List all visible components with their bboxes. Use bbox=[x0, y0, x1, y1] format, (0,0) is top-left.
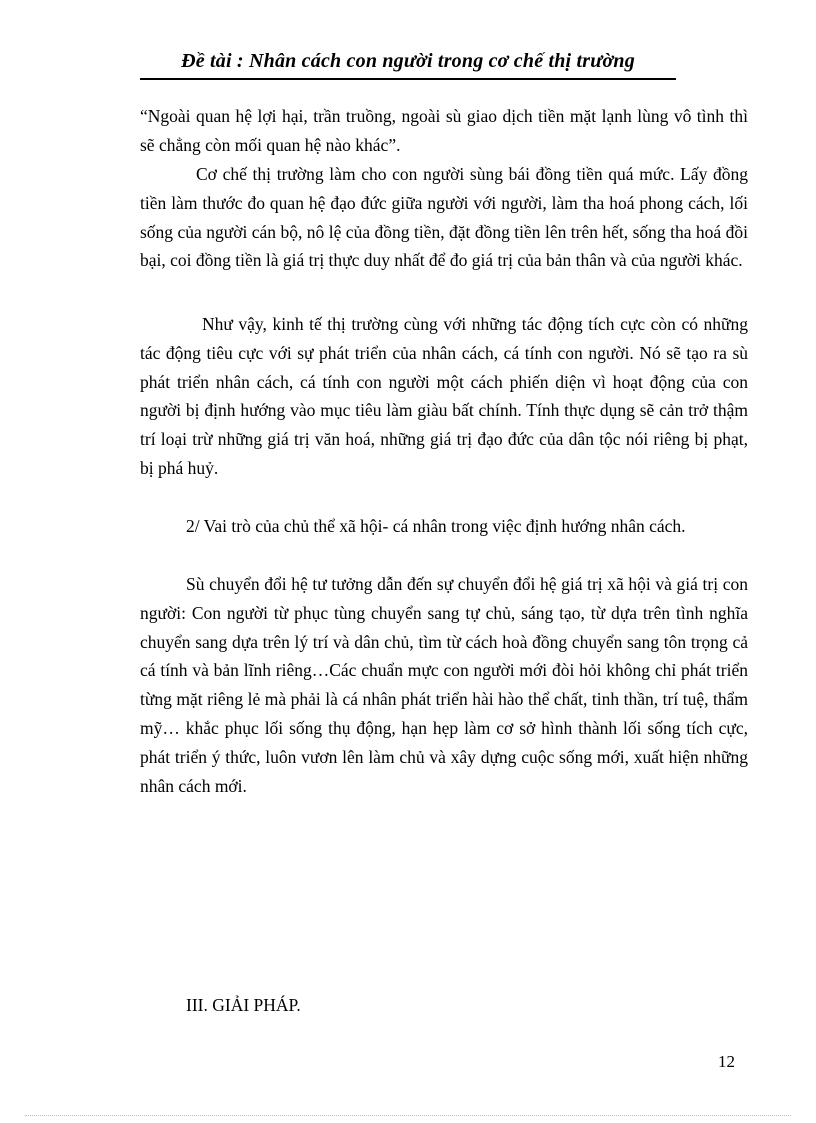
paragraph-consequences bbox=[140, 310, 748, 483]
header-divider bbox=[140, 78, 676, 80]
paragraph-quote bbox=[140, 102, 748, 160]
paragraph-text: Sù chuyển đổi hệ tư tưởng dẫn đến sự chuyển đổi hệ giá trị xã hội và giá trị con người: Con người từ phục tùng chuyển sang tự chủ, sáng tạo, từ dựa trên tình nghĩa chuyển sang dựa trên lý trí và dân chủ, tìm từ cách hoà đồng chuyển sang tôn trọng cả cá tính và bản lĩnh riêng…Các chuẩn mực con người mới đòi hỏi không chỉ phát triển từng mặt riêng lẻ mà phải là cá nhân phát triển hài hào thể chất, tinh thần, trí tuệ, thẩm mỹ… khắc phục lối sống thụ động, hạn hẹp làm cơ sở hình thành lối sống tích cực, phát triển ý thức, luôn vươn lên làm chủ và xây dựng cuộc sống mới, xuất hiện những nhân cách mới. bbox=[140, 574, 748, 796]
page-bottom-rule bbox=[25, 1115, 791, 1116]
subsection-heading bbox=[186, 512, 748, 541]
paragraph-market-money bbox=[140, 160, 748, 275]
section-heading: III. GIẢI PHÁP. bbox=[186, 995, 301, 1015]
page-number: 12 bbox=[718, 1052, 735, 1071]
document-header-title: Đề tài : Nhân cách con người trong cơ chế thị trường bbox=[181, 50, 635, 72]
paragraph-text: Như vậy, kinh tế thị trường cùng với những tác động tích cực còn có những tác động tiêu cực với sự phát triển của nhân cách, cá tính con người. Nó sẽ tạo ra sù phát triển nhân cách, cá tính con người một cách phiến diện vì hoạt động của con người bị định hướng vào mục tiêu làm giàu bất chính. Tính thực dụng sẽ cản trở thậm trí loại trừ những giá trị văn hoá, những giá trị đạo đức của dân tộc nói riêng bị phạt, bị phá huỷ. bbox=[140, 314, 748, 478]
paragraph-text: “Ngoài quan hệ lợi hại, trần truồng, ngoài sù giao dịch tiền mặt lạnh lùng vô tình thì sẽ chẳng còn mối quan hệ nào khác”. bbox=[140, 106, 748, 155]
paragraph-value-shift bbox=[140, 570, 748, 800]
paragraph-text: Cơ chế thị trường làm cho con người sùng bái đồng tiền quá mức. Lấy đồng tiền làm thước đo quan hệ đạo đức giữa người với người, làm tha hoá phong cách, lối sống của người cán bộ, nô lệ của đồng tiền, đặt đồng tiền lên trên hết, sống tha hoá đồi bại, coi đồng tiền là giá trị thực duy nhất để đo giá trị của bản thân và của người khác. bbox=[140, 164, 748, 271]
subsection-heading-text: 2/ Vai trò của chủ thể xã hội- cá nhân trong việc định hướng nhân cách. bbox=[186, 516, 686, 536]
